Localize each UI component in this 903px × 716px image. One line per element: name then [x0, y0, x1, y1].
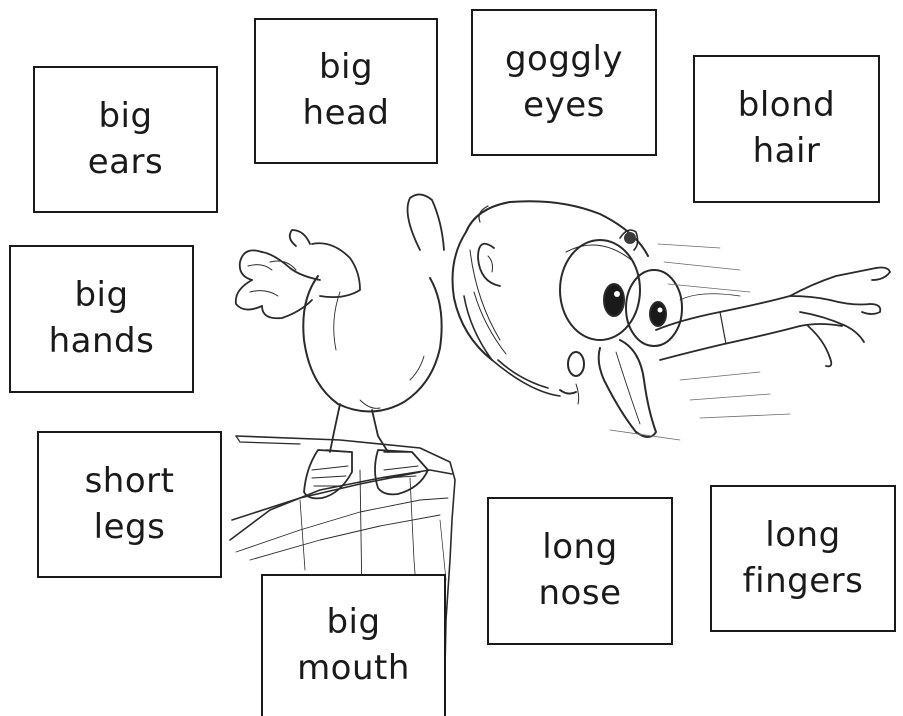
- label-line: mouth: [297, 648, 410, 688]
- collar: [464, 292, 560, 396]
- legs: [304, 404, 428, 498]
- right-arm: [656, 268, 890, 367]
- label-line: goggly: [504, 38, 624, 79]
- label-line: head: [302, 93, 390, 133]
- label-line: short: [84, 460, 175, 501]
- label-line: big: [326, 602, 381, 643]
- left-hand: [236, 194, 444, 318]
- label-box-big-ears: [33, 66, 218, 213]
- label-line: nose: [538, 573, 622, 613]
- label-line: blond: [737, 85, 836, 126]
- label-line: big: [74, 275, 129, 316]
- nose: [599, 340, 656, 437]
- label-line: legs: [93, 506, 166, 547]
- label-line: hands: [48, 321, 155, 361]
- label-line: long: [765, 514, 841, 555]
- ear: [478, 244, 500, 286]
- label-box-goggly-eyes: [471, 9, 657, 156]
- label-box-big-hands: [9, 245, 194, 393]
- label-box-big-head: [254, 18, 438, 164]
- label-box-big-mouth: [261, 574, 446, 716]
- label-line: ears: [87, 141, 164, 182]
- label-line: hair: [752, 131, 821, 171]
- label-line: long: [542, 527, 618, 568]
- label-line: fingers: [742, 560, 864, 601]
- label-box-long-nose: [487, 497, 673, 645]
- label-line: big: [318, 47, 374, 88]
- hair: [620, 230, 638, 250]
- label-box-long-fingers: [710, 485, 896, 632]
- label-box-short-legs: [37, 431, 222, 578]
- eyes: [560, 240, 682, 346]
- label-box-blond-hair: [693, 55, 880, 203]
- label-line: eyes: [523, 84, 605, 125]
- mouth: [560, 352, 584, 404]
- label-line: big: [98, 95, 153, 136]
